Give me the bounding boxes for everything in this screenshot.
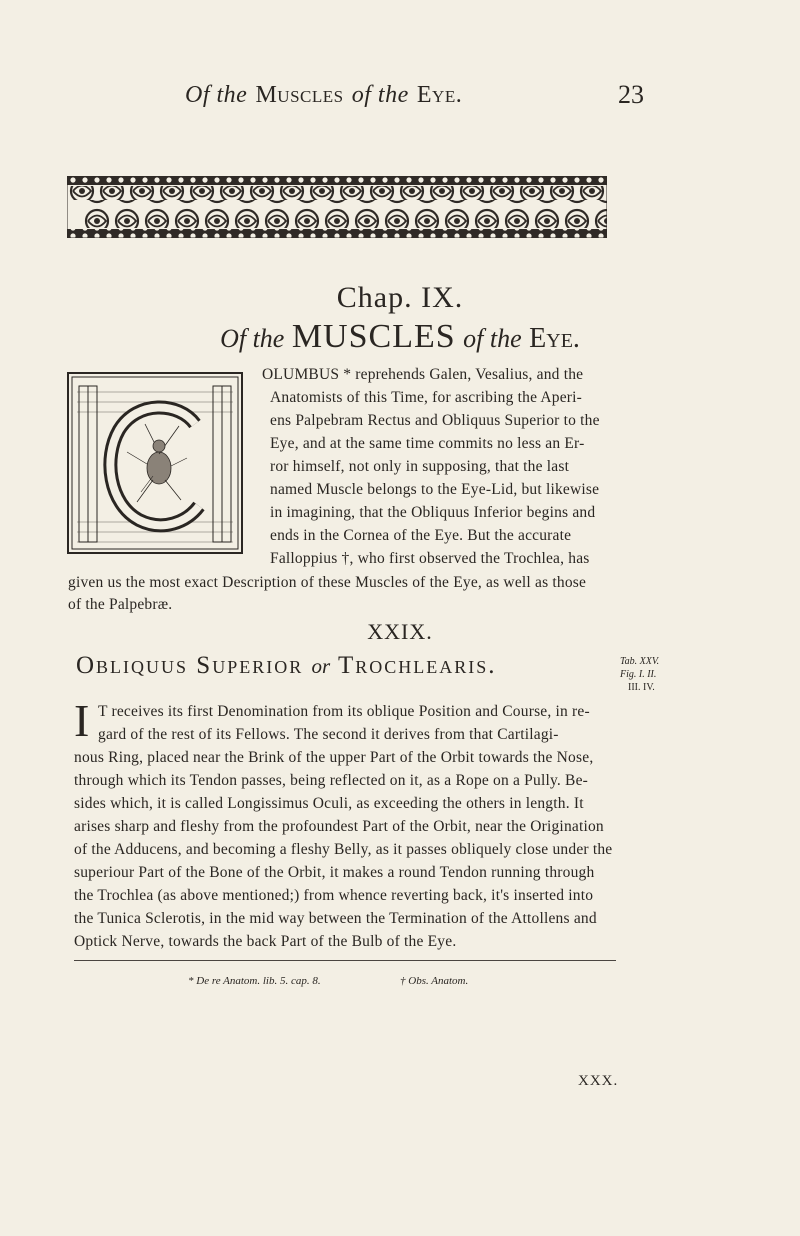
margin-note-figs: III. IV. xyxy=(628,682,655,693)
section-title xyxy=(76,652,497,680)
body-line-5: sides which, it is called Longissimus Oculi, as exceeding the others in length. It xyxy=(74,795,584,812)
running-head-eye: Eye. xyxy=(416,82,463,108)
body-line-7: of the Adducens, and becoming a fleshy Belly, as it passes obliquely close under the xyxy=(74,841,613,858)
intro-line-6: named Muscle belongs to the Eye-Lid, but likewise xyxy=(270,481,600,498)
intro-line-11: of the Palpebræ. xyxy=(68,596,173,613)
chapter-title: Chap. IX. xyxy=(336,281,464,314)
body-line-9: the Trochlea (as above mentioned;) from whence reverting back, it's inserted into xyxy=(74,887,594,904)
body-line-3: nous Ring, placed near the Brink of the upper Part of the Orbit towards the Nose, xyxy=(74,749,594,766)
intro-line-7: in imagining, that the Obliquus Inferior begins and xyxy=(270,504,596,521)
body-line-8: superiour Part of the Bone of the Orbit, it makes a round Tendon running through xyxy=(74,864,595,881)
footnote-rule xyxy=(74,960,616,961)
margin-note-fig: Fig. I. II. xyxy=(620,669,657,680)
chapter-subtitle-muscles: MUSCLES xyxy=(291,318,456,355)
running-head-of-the: Of the xyxy=(185,82,248,108)
chapter-subtitle xyxy=(0,318,800,356)
intro-line-4: Eye, and at the same time commits no less an Er- xyxy=(270,435,585,452)
section-number: XXIX. xyxy=(367,619,433,644)
footnote-second: † Obs. Anatom. xyxy=(400,975,469,987)
catchword: XXX. xyxy=(578,1073,619,1089)
running-head-title xyxy=(185,80,462,109)
intro-line-2: Anatomists of this Time, for ascribing the Aperi- xyxy=(270,389,583,406)
body-line-1: T receives its first Denomination from its oblique Position and Course, in re- xyxy=(98,703,590,720)
running-head xyxy=(0,80,800,120)
ornament-headpiece xyxy=(67,176,607,238)
intro-line-9: Falloppius †, who first observed the Trochlea, has xyxy=(270,550,590,567)
page-number: 23 xyxy=(618,80,644,109)
chapter-subtitle-eye: Eye. xyxy=(529,323,580,354)
drop-cap: I xyxy=(74,695,90,746)
decorated-initial-c-image xyxy=(67,372,243,554)
body-line-11: Optick Nerve, towards the back Part of the Bulb of the Eye. xyxy=(74,933,457,950)
running-head-muscles: Muscles xyxy=(255,82,344,108)
chapter-subtitle-of-the: Of the xyxy=(220,324,285,353)
margin-note-tab: Tab. XXV. xyxy=(620,656,660,667)
intro-line-1: OLUMBUS * reprehends Galen, Vesalius, and the xyxy=(262,366,584,383)
intro-line-5: ror himself, not only in supposing, that the last xyxy=(270,458,570,475)
body-line-6: arises sharp and fleshy from the profoundest Part of the Orbit, near the Origination xyxy=(74,818,604,835)
section-title-or: or xyxy=(311,654,331,678)
body-line-4: through which its Tendon passes, being reflected on it, as a Rope on a Pully. Be- xyxy=(74,772,589,789)
intro-line-10: given us the most exact Description of these Muscles of the Eye, as well as those xyxy=(68,574,587,591)
section-title-left: Obliquus Superior xyxy=(76,652,304,679)
intro-line-8: ends in the Cornea of the Eye. But the accurate xyxy=(270,527,572,544)
running-head-of-the-2: of the xyxy=(351,82,409,108)
body-line-2: gard of the rest of its Fellows. The second it derives from that Cartilagi- xyxy=(98,726,559,743)
body-line-10: the Tunica Sclerotis, in the mid way between the Termination of the Attollens and xyxy=(74,910,597,927)
chapter-subtitle-of-the-2: of the xyxy=(463,324,522,353)
footnote-first: * De re Anatom. lib. 5. cap. 8. xyxy=(188,975,321,987)
intro-line-3: ens Palpebram Rectus and Obliquus Superior to the xyxy=(270,412,600,429)
section-title-right: Trochlearis. xyxy=(337,652,497,679)
